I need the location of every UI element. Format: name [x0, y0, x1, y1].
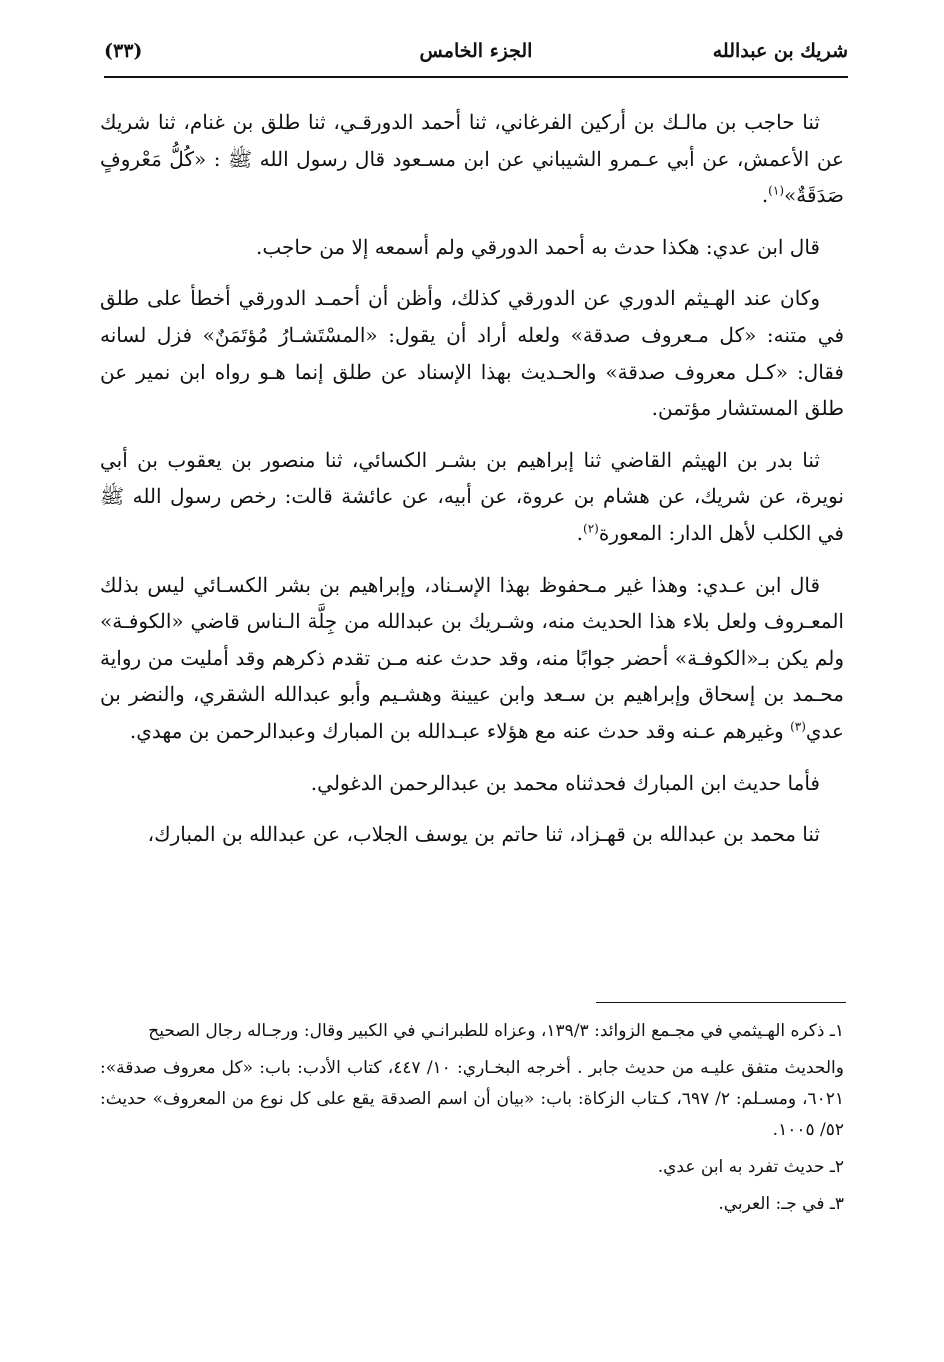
footnote-3: ٣ـ في جـ: العربي.	[718, 1194, 844, 1214]
footnote-1-continued: والحديث متفق عليـه من حديث جابر . أخرجه البخـاري: ١٠/ ٤٤٧، كتاب الأدب: باب: «كل معروف صدقة»: ٦٠٢١، ومسـلم: ٢/ ٦٩٧، كـتاب الزكاة: باب: «بيان أن اسم الصدقة يقع على كل نوع من المعروف» حديث: ٥٢/ ١٠٠٥.	[100, 1058, 844, 1140]
paragraph-4	[100, 442, 844, 552]
footnote-1: ١ـ ذكره الهـيثمي في مجـمع الزوائد: ١٣٩/٣، وعزاه للطبرانـي في الكبير وقال: ورجـاله رجال الصحيح	[148, 1021, 844, 1041]
paragraph-6: فأما حديث ابن المبارك فحدثناه محمد بن عبدالرحمن الدغولي.	[310, 770, 820, 795]
paragraph-3: وكان عند الهـيثم الدوري عن الدورقي كذلك، وأظن أن أحمـد الدورقي أخطأ على طلق في متنه: «كل مـعروف صدقة» ولعله أراد أن يقول: «المسْتَشـارُ مُؤتَمَنٌ» فزل لسانه فقال: «كـل معروف صدقة» والحـديث بهذا الإسناد عن طلق إنما هـو رواه ابن نمير عن طلق المستشار مؤتمن.	[100, 286, 844, 421]
paragraph-4-text: ثنا بدر بن الهيثم القاضي ثنا إبراهيم بن بشـر الكسائي، ثنا منصور بن يعقوب بن أبي نويرة، عن شريك، عن هشام بن عروة، عن أبيه، عن عائشة قالت: رخص رسول الله ﷺ في الكلب لأهل الدار: المعورة	[100, 447, 845, 545]
footnote-divider	[596, 1002, 846, 1003]
running-title-chapter: شريك بن عبدالله	[712, 40, 848, 62]
running-title-volume: الجزء الخامس	[419, 40, 533, 62]
paragraph-1	[100, 104, 844, 214]
footnote-ref-1: (١)	[768, 183, 784, 198]
paragraph-5	[100, 567, 844, 750]
header-divider	[104, 76, 848, 78]
page-number: (٣٣)	[104, 40, 143, 62]
paragraph-1-text: ثنا حاجب بن مالـك بن أركين الفرغاني، ثنا أحمد الدورقـي، ثنا طلق بن غنام، ثنا شريك عن الأعمش، عن أبي عـمرو الشيباني عن ابن مسـعود قال رسول الله ﷺ : «كُلُّ مَعْروفٍ صَدَقَةٌ»	[100, 110, 844, 208]
page-header	[104, 34, 848, 74]
paragraph-4-end: .	[576, 520, 584, 545]
paragraph-7: ثنا محمد بن عبدالله بن قهـزاد، ثنا حاتم بن يوسف الجلاب، عن عبدالله بن المبارك،	[147, 822, 820, 847]
paragraph-1-end: .	[761, 183, 769, 208]
paragraph-5-text-a: قال ابن عـدي: وهذا غير مـحفوظ بهذا الإسـناد، وإبراهيم بن بشر الكسـائي ليس بذلك المعـروف ولعل بلاء هذا الحديث منه، وشـريك بن عبدالله من جِلَّة الـناس قاضي «الكوفـة» ولم يكن بـ«الكوفـة» أحضر جوابًا منه، وقد حدث عنه مـن تقدم ذكرهم وقد أمليت من رواية محـمد بن إسحاق وإبراهيم بن سـعد وابن عيينة وهشـيم وأبو عبدالله الشقري، والنضر بن عدي	[100, 572, 844, 743]
footnotes	[100, 1016, 844, 1226]
footnote-ref-3: (٣)	[790, 719, 806, 734]
footnote-2: ٢ـ حديث تفرد به ابن عدي.	[657, 1157, 844, 1177]
paragraph-5-text-b: وغيرهم عـنه وقد حدث عنه مع هؤلاء عبـدالله بن المبارك وعبدالرحمن بن مهدي.	[129, 718, 791, 743]
paragraph-2: قال ابن عدي: هكذا حدث به أحمد الدورقي ولم أسمعه إلا من حاجب.	[256, 234, 820, 259]
footnote-ref-2: (٢)	[583, 521, 599, 536]
main-text	[100, 104, 844, 868]
